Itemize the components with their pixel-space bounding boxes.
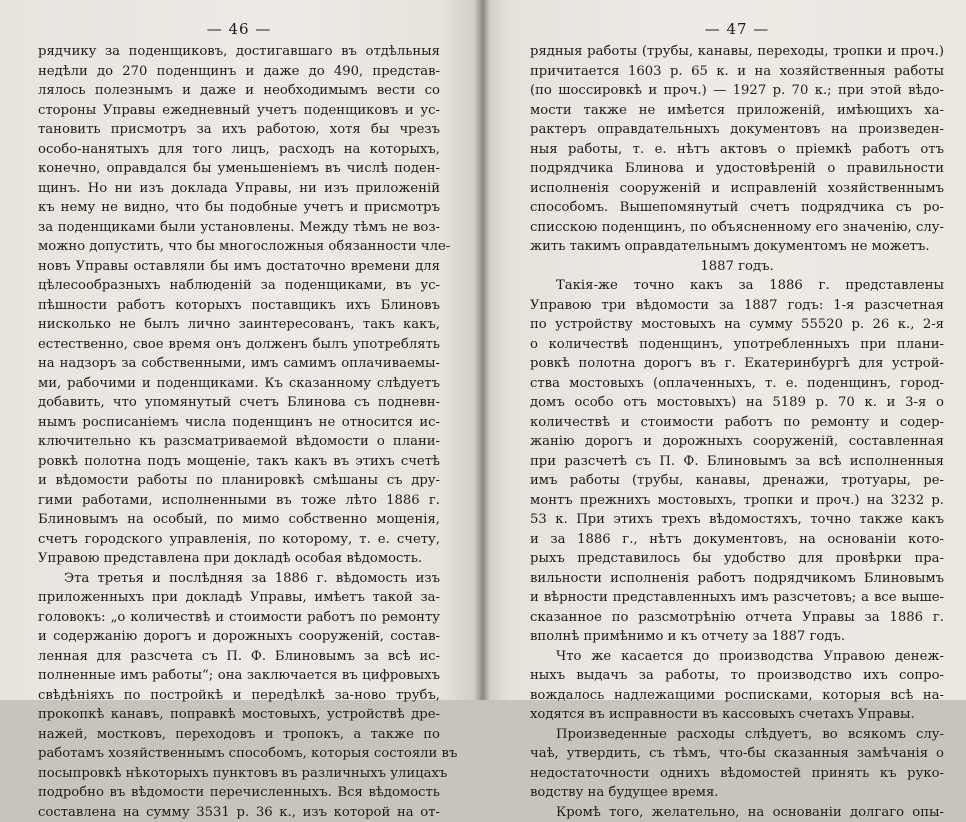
- text-line: ходятся въ исправности въ кассовыхъ счетахъ Управы.: [530, 705, 944, 725]
- text-line: вполнѣ примѣнимо и къ отчету за 1887 годъ.: [530, 627, 944, 647]
- text-line: жить такимъ оправдательнымъ документомъ не можетъ.: [530, 237, 944, 257]
- text-line: нажей, мостковъ, переходовъ и тропокъ, а также по: [38, 725, 440, 745]
- text-line: по устройству мостовыхъ на сумму 55520 р. 26 к., 2-я: [530, 315, 944, 335]
- text-line: подробно въ вѣдомости перечисленныхъ. Вся вѣдомость: [38, 783, 440, 803]
- text-line: 1887 годъ.: [530, 257, 944, 277]
- text-line: рядчику за поденщиковъ, достигавшаго въ отдѣльныя: [38, 42, 440, 62]
- text-line: посыпровкѣ нѣкоторыхъ пунктовъ въ различныхъ улицахъ: [38, 764, 440, 784]
- text-line: рыхъ представилось бы удобство для провѣрки пра-: [530, 549, 944, 569]
- text-line: способомъ. Вышепомянутый счетъ подрядчика съ ро-: [530, 198, 944, 218]
- text-line: сказанное по разсмотрѣнію отчета Управы за 1886 г.: [530, 608, 944, 628]
- text-line: особо-нанятыхъ для того лицъ, расходъ на которыхъ,: [38, 140, 440, 160]
- text-line: о количествѣ поденщинъ, употребленныхъ при плани-: [530, 335, 944, 355]
- text-line: Управою представлена при докладѣ особая вѣдомость.: [38, 549, 440, 569]
- text-line: причитается 1603 р. 65 к. и на хозяйственныя работы: [530, 62, 944, 82]
- text-line: вильности исполненія работъ подрядчикомъ Блиновымъ: [530, 569, 944, 589]
- text-line: и за 1886 г., нѣтъ документовъ, на основаніи кото-: [530, 530, 944, 550]
- text-line: приложенныхъ при докладѣ Управы, имѣетъ такой за-: [38, 588, 440, 608]
- text-line: ныя работы, т. е. нѣтъ актовъ о пріемкѣ работъ отъ: [530, 140, 944, 160]
- text-line: ныхъ выдачъ за работы, то производство ихъ сопро-: [530, 666, 944, 686]
- text-line: недостаточности одниxъ вѣдомостей принять къ руко-: [530, 764, 944, 784]
- page-number-right: — 47 —: [530, 18, 944, 40]
- text-line: имъ работы (трубы, канавы, дренажи, тротуары, ре-: [530, 471, 944, 491]
- text-line: Кромѣ того, желательно, на основаніи долгаго опы-: [530, 803, 944, 822]
- text-line: на надзоръ за собственными, имъ самимъ оплачиваемы-: [38, 354, 440, 374]
- left-page: [0, 0, 480, 700]
- text-line: ленная для разсчета съ П. Ф. Блиновымъ за всѣ ис-: [38, 647, 440, 667]
- text-line: гими работами, исполненными въ тоже лѣто 1886 г.: [38, 491, 440, 511]
- text-line: естественно, свое время онъ долженъ былъ употреблять: [38, 335, 440, 355]
- text-line: подрядчика Блинова и удостовѣреній о правильности: [530, 159, 944, 179]
- text-line: Управою три вѣдомости за 1887 годъ: 1-я разсчетная: [530, 296, 944, 316]
- text-line: добавить, что упомянутый счетъ Блинова съ подневн-: [38, 393, 440, 413]
- text-line: Такія-же точно какъ за 1886 г. представлены: [530, 276, 944, 296]
- text-line: стороны Управы ежедневный учетъ поденщиковъ и ус-: [38, 101, 440, 121]
- text-line: недѣли до 270 поденщинъ и даже до 490, представ-: [38, 62, 440, 82]
- text-line: за поденщиками были установлены. Между тѣмъ не воз-: [38, 218, 440, 238]
- text-line: мости также не имѣется приложеній, имѣющихъ ха-: [530, 101, 944, 121]
- text-line: рактеръ оправдательныхъ документовъ на произведен-: [530, 120, 944, 140]
- page-number-left: — 46 —: [38, 18, 440, 40]
- text-line: пѣшности работъ которыхъ поставщикъ ихъ Блиновъ: [38, 296, 440, 316]
- text-line: Блиновымъ на особый, по мимо собственно мощенія,: [38, 510, 440, 530]
- text-line: исполненія сооруженій и исправленій хозяйственнымъ: [530, 179, 944, 199]
- text-line: Что же касается до производства Управою денеж-: [530, 647, 944, 667]
- text-line: водству на будущее время.: [530, 783, 944, 803]
- text-line: жанію дорогъ и дорожныхъ сооруженій, составленная: [530, 432, 944, 452]
- text-line: ровкѣ полотна дорогъ въ г. Екатеринбургѣ для устрой-: [530, 354, 944, 374]
- text-line: монтъ прежнихъ мостовыхъ, тропки и проч.) на 3232 р.: [530, 491, 944, 511]
- right-page-text: [530, 42, 944, 822]
- text-line: работамъ хозяйственнымъ способомъ, которыя состояли въ: [38, 744, 440, 764]
- text-line: новъ Управы оставляли бы имъ достаточно времени для: [38, 257, 440, 277]
- text-line: тановить присмотръ за ихъ работою, хотя бы чрезъ: [38, 120, 440, 140]
- text-line: нисколько не былъ лично заинтересованъ, такъ какъ,: [38, 315, 440, 335]
- text-line: полненные имъ работы“; она заключается въ цифровыхъ: [38, 666, 440, 686]
- text-line: нымъ росписаніемъ числа поденщинъ не относится ис-: [38, 413, 440, 433]
- text-line: и вѣрности представленныхъ имъ разсчетовъ; а все выше-: [530, 588, 944, 608]
- right-page: [480, 0, 966, 700]
- text-line: Эта третья и послѣдняя за 1886 г. вѣдомость изъ: [38, 569, 440, 589]
- text-line: Произведенные расходы слѣдуетъ, во всякомъ слу-: [530, 725, 944, 745]
- text-line: можно допустить, что бы многосложныя обязанности чле-: [38, 237, 440, 257]
- text-line: составлена на сумму 3531 р. 36 к., изъ которой на от-: [38, 803, 440, 822]
- text-line: и вѣдомости работы по планировкѣ смѣшаны съ дру-: [38, 471, 440, 491]
- text-line: ми, рабочими и поденщиками. Къ сказанному слѣдуетъ: [38, 374, 440, 394]
- text-line: къ нему не видно, что бы подобные учетъ и присмотръ: [38, 198, 440, 218]
- text-line: прокопкѣ канавъ, поправкѣ мостовыхъ, устройствѣ дре-: [38, 705, 440, 725]
- text-line: домъ особо отъ мостовыхъ) на 5189 р. 70 к. и 3-я о: [530, 393, 944, 413]
- text-line: головокъ: „о количествѣ и стоимости работъ по ремонту: [38, 608, 440, 628]
- text-line: ключительно къ разсматриваемой вѣдомости о плани-: [38, 432, 440, 452]
- text-line: 53 к. При этихъ трехъ вѣдомостяхъ, точно также какъ: [530, 510, 944, 530]
- left-page-text: [38, 42, 440, 822]
- text-line: вождалось надлежащими росписками, которыя всѣ на-: [530, 686, 944, 706]
- text-line: лялось полезнымъ и даже и необходимымъ вести со: [38, 81, 440, 101]
- text-line: конечно, оправдался бы уменьшеніемъ въ числѣ поден-: [38, 159, 440, 179]
- text-line: рядныя работы (трубы, канавы, переходы, тропки и проч.): [530, 42, 944, 62]
- text-line: ства мостовыхъ (оплаченныхъ, т. е. поденщинъ, город-: [530, 374, 944, 394]
- text-line: ровкѣ полотна подъ мощеніе, такъ какъ въ этихъ счетѣ: [38, 452, 440, 472]
- text-line: списскою поденщинъ, по объясненному его значенію, слу-: [530, 218, 944, 238]
- text-line: количествѣ и стоимости работъ по ремонту и содер-: [530, 413, 944, 433]
- text-line: и содержанію дорогъ и дорожныхъ сооруженій, состав-: [38, 627, 440, 647]
- text-line: (по шоссировкѣ и проч.) — 1927 р. 70 к.; при этой вѣдо-: [530, 81, 944, 101]
- text-line: счетъ городского управленія, по которому, т. е. счету,: [38, 530, 440, 550]
- text-line: при разсчетѣ съ П. Ф. Блиновымъ за всѣ исполненныя: [530, 452, 944, 472]
- text-line: щинъ. Но ни изъ доклада Управы, ни изъ приложеній: [38, 179, 440, 199]
- text-line: свѣдѣніяхъ по постройкѣ и передѣлкѣ за-ново трубъ,: [38, 686, 440, 706]
- text-line: чаѣ, утвердить, съ тѣмъ, что-бы сказанныя замѣчанія о: [530, 744, 944, 764]
- text-line: цѣлесообразныхъ наблюденій за поденщиками, въ ус-: [38, 276, 440, 296]
